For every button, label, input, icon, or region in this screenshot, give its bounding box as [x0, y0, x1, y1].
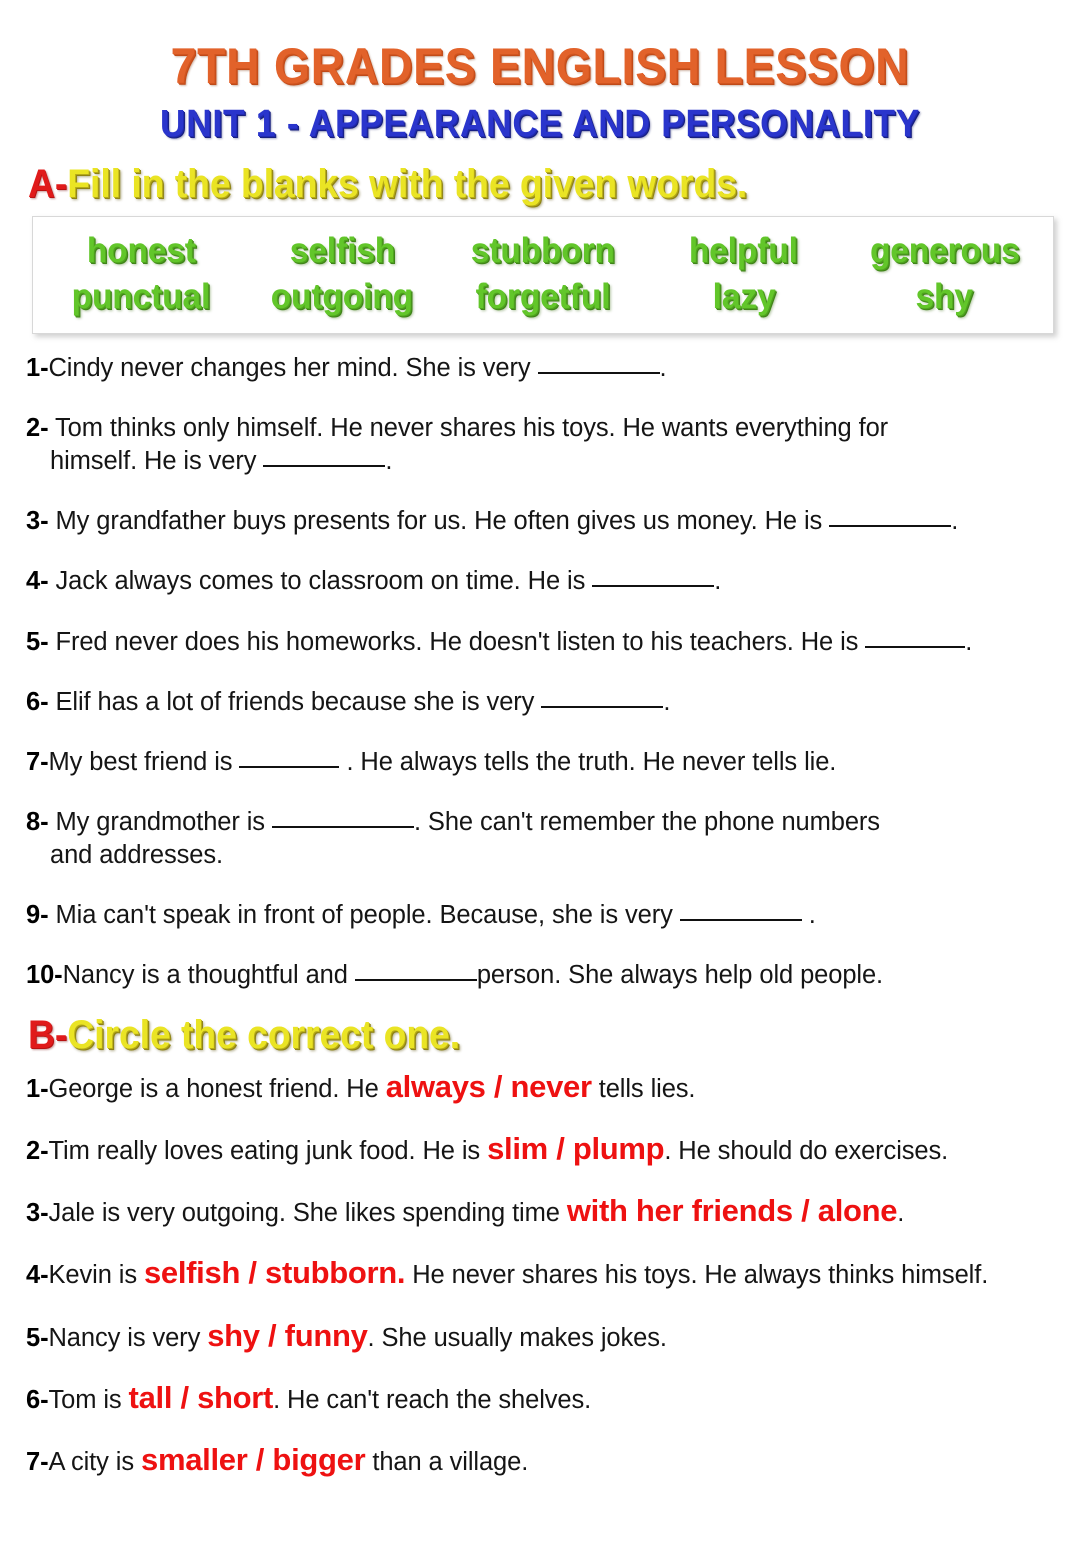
question-text-end: .: [663, 687, 671, 716]
word-bank-cell: [643, 229, 844, 273]
answer-blank[interactable]: [541, 706, 663, 708]
question-item: [0, 746, 1080, 779]
question-item: [0, 626, 1080, 659]
word-bank-row-2: [41, 275, 1045, 319]
question-number: 6-: [26, 1386, 49, 1415]
answer-blank[interactable]: [355, 979, 477, 981]
question-number: 10-: [26, 961, 63, 990]
question-item: [0, 505, 1080, 538]
choice-options[interactable]: tall / short: [128, 1380, 274, 1416]
question-text-line2-wrap: [26, 445, 1062, 478]
question-text: Kevin is: [48, 1261, 144, 1290]
word-bank-word: forgetful: [475, 277, 611, 317]
question-number: 6-: [26, 687, 49, 716]
question-number: 2-: [26, 414, 49, 443]
word-bank-word: honest: [86, 231, 196, 271]
section-a-heading: [28, 162, 1006, 207]
question-text: My best friend is: [48, 747, 233, 776]
question-text-end: . He can't reach the shelves.: [273, 1386, 592, 1415]
question-text-end: . He should do exercises.: [664, 1136, 949, 1165]
choice-options[interactable]: smaller / bigger: [141, 1442, 366, 1478]
word-bank-word: shy: [915, 277, 974, 317]
question-text: Elif has a lot of friends because she is very: [55, 687, 535, 716]
answer-blank[interactable]: [680, 919, 802, 921]
answer-blank[interactable]: [538, 372, 660, 374]
question-text: Tom thinks only himself. He never shares his toys. He wants everything for: [55, 414, 889, 443]
question-text-end: .: [385, 447, 393, 476]
question-number: 3-: [26, 1199, 49, 1228]
question-text: Cindy never changes her mind. She is very: [48, 353, 531, 382]
question-item: [0, 1316, 1080, 1356]
word-bank-cell: [443, 229, 644, 273]
question-text-end: . He always tells the truth. He never tells lie.: [346, 747, 837, 776]
answer-blank[interactable]: [239, 766, 339, 768]
section-a-letter: A-: [28, 162, 68, 207]
question-number: 1-: [26, 1074, 49, 1103]
worksheet-title: 7TH GRADES ENGLISH LESSON: [170, 38, 910, 94]
question-number: 8-: [26, 808, 49, 837]
section-b-letter: B-: [28, 1012, 68, 1057]
word-bank-cell: [844, 275, 1045, 319]
question-number: 4-: [26, 1261, 49, 1290]
word-bank-word: stubborn: [470, 231, 616, 271]
choice-options[interactable]: selfish / stubborn.: [143, 1255, 406, 1291]
question-number: 5-: [26, 627, 49, 656]
word-bank-cell: [242, 229, 443, 273]
question-number: 5-: [26, 1323, 49, 1352]
answer-blank[interactable]: [829, 525, 951, 527]
question-item: [0, 565, 1080, 598]
word-bank-word: generous: [869, 231, 1020, 271]
question-text-end: than a village.: [365, 1448, 529, 1477]
question-text-end: .: [808, 901, 816, 930]
answer-blank[interactable]: [272, 826, 414, 828]
answer-blank[interactable]: [263, 465, 385, 467]
question-text: Nancy is a thoughtful and: [62, 961, 348, 990]
word-bank-cell: [41, 275, 242, 319]
question-text-line2: and addresses.: [50, 841, 223, 870]
question-text-end: He never shares his toys. He always thinks himself.: [405, 1261, 989, 1290]
word-bank-box: [32, 216, 1054, 334]
word-bank-word: outgoing: [271, 277, 414, 317]
question-text-end: .: [897, 1199, 905, 1228]
question-text-end: person. She always help old people.: [476, 961, 884, 990]
word-bank-cell: [643, 275, 844, 319]
question-text-end: . She usually makes jokes.: [367, 1323, 667, 1352]
question-text-end: .: [659, 353, 667, 382]
answer-blank[interactable]: [865, 646, 965, 648]
answer-blank[interactable]: [592, 585, 714, 587]
question-item: [0, 1129, 1080, 1169]
word-bank-cell: [41, 229, 242, 273]
question-number: 1-: [26, 353, 49, 382]
section-b-instruction: Circle the correct one.: [67, 1012, 461, 1057]
section-b-heading: [28, 1012, 1006, 1057]
section-b-question-list: [0, 1067, 1080, 1481]
question-text: Tim really loves eating junk food. He is: [48, 1136, 488, 1165]
word-bank-cell: [242, 275, 443, 319]
section-a-question-list: [0, 352, 1080, 993]
question-number: 4-: [26, 567, 49, 596]
word-bank-cell: [844, 229, 1045, 273]
question-text-end: .: [714, 567, 722, 596]
question-item: [0, 806, 1080, 872]
word-bank-cell: [443, 275, 644, 319]
question-item: [0, 959, 1080, 992]
question-number: 7-: [26, 747, 49, 776]
question-item: [0, 899, 1080, 932]
question-number: 3-: [26, 507, 49, 536]
question-text: My grandfather buys presents for us. He often gives us money. He is: [55, 507, 823, 536]
question-text-end: . She can't remember the phone numbers: [413, 808, 880, 837]
question-text-end: .: [965, 627, 973, 656]
choice-options[interactable]: shy / funny: [207, 1317, 368, 1353]
section-a-instruction: Fill in the blanks with the given words.: [67, 162, 748, 207]
choice-options[interactable]: slim / plump: [487, 1130, 665, 1166]
question-text-end: .: [951, 507, 959, 536]
question-number: 7-: [26, 1448, 49, 1477]
question-item: [0, 1191, 1080, 1231]
question-item: [0, 1253, 1080, 1293]
choice-options[interactable]: always / never: [385, 1068, 592, 1104]
question-item: [0, 686, 1080, 719]
question-text: Fred never does his homeworks. He doesn't listen to his teachers. He is: [55, 627, 859, 656]
choice-options[interactable]: with her friends / alone: [566, 1193, 898, 1229]
question-text: Jale is very outgoing. She likes spending time: [48, 1199, 567, 1228]
worksheet-subtitle: UNIT 1 - APPEARANCE AND PERSONALITY: [160, 102, 920, 145]
question-item: [0, 1440, 1080, 1480]
question-text: A city is: [48, 1448, 142, 1477]
question-item: [0, 352, 1080, 385]
word-bank-word: selfish: [289, 231, 395, 271]
question-text-end: tells lies.: [591, 1074, 696, 1103]
word-bank-word: helpful: [689, 231, 799, 271]
question-text: My grandmother is: [55, 808, 265, 837]
question-item: [0, 412, 1080, 478]
word-bank-word: punctual: [72, 277, 211, 317]
question-item: [0, 1378, 1080, 1418]
question-number: 9-: [26, 901, 49, 930]
word-bank-word: lazy: [712, 277, 776, 317]
question-text: Nancy is very: [48, 1323, 208, 1352]
question-text: Tom is: [48, 1386, 129, 1415]
question-text: George is a honest friend. He: [48, 1074, 386, 1103]
word-bank-row-1: [41, 229, 1045, 273]
question-text-line2: himself. He is very: [50, 447, 257, 476]
question-text: Jack always comes to classroom on time. He is: [55, 567, 586, 596]
question-item: [0, 1067, 1080, 1107]
question-number: 2-: [26, 1136, 49, 1165]
question-text: Mia can't speak in front of people. Because, she is very: [55, 901, 673, 930]
